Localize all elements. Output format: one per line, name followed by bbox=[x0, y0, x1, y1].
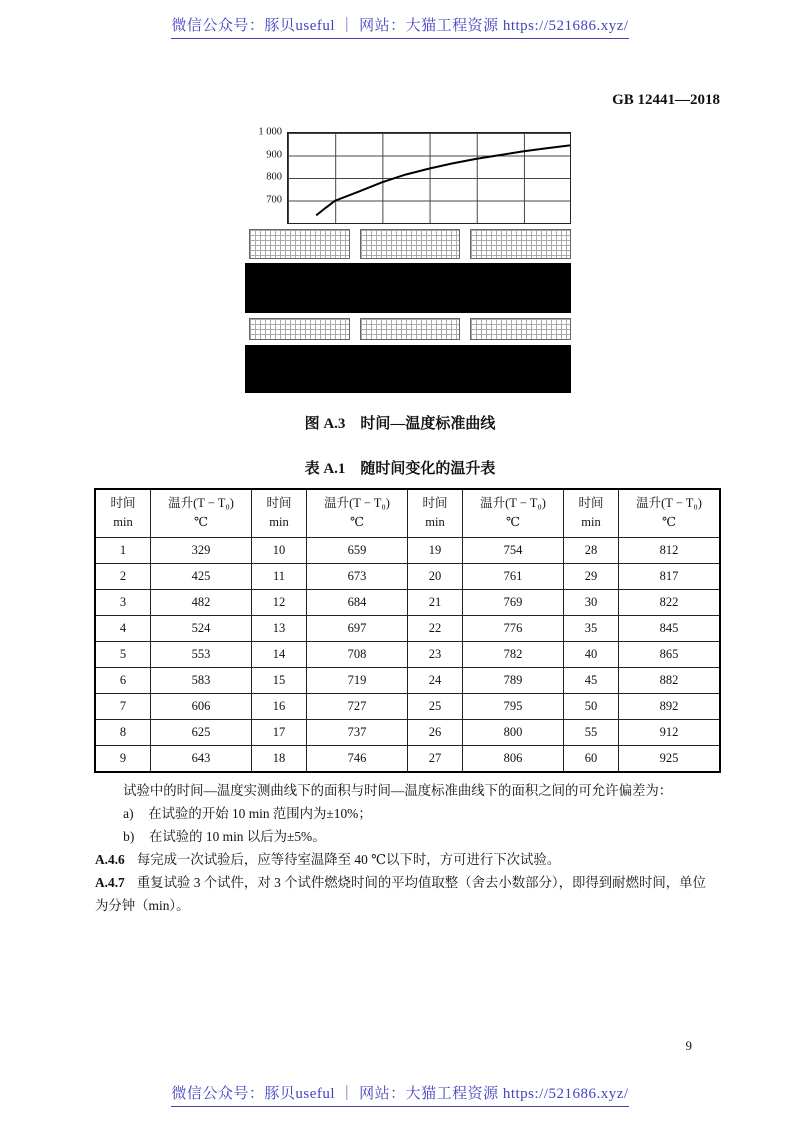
table-row bbox=[95, 615, 720, 641]
cell-temp-rise: 769 bbox=[463, 589, 564, 615]
cell-time: 8 bbox=[95, 719, 151, 745]
cell-time: 13 bbox=[252, 615, 307, 641]
item-a-label: a) bbox=[123, 806, 134, 821]
clause-a47-number: A.4.7 bbox=[95, 875, 125, 890]
cell-temp-rise: 425 bbox=[151, 563, 252, 589]
table-row bbox=[95, 589, 720, 615]
cell-temp-rise: 708 bbox=[307, 641, 408, 667]
cell-time: 60 bbox=[564, 745, 619, 772]
col-header-time: 时间 min bbox=[95, 489, 151, 537]
cell-temp-rise: 817 bbox=[619, 563, 721, 589]
item-b-text: 在试验的 10 min 以后为±5%。 bbox=[149, 829, 326, 844]
cell-temp-rise: 892 bbox=[619, 693, 721, 719]
redacted-block-1 bbox=[245, 263, 571, 313]
cell-time: 12 bbox=[252, 589, 307, 615]
temperature-rise-table bbox=[94, 488, 721, 773]
cell-temp-rise: 865 bbox=[619, 641, 721, 667]
cell-temp-rise: 746 bbox=[307, 745, 408, 772]
cell-temp-rise: 727 bbox=[307, 693, 408, 719]
cell-time: 10 bbox=[252, 537, 307, 563]
cell-temp-rise: 684 bbox=[307, 589, 408, 615]
paragraph-intro: 试验中的时间—温度实测曲线下的面积与时间—温度标准曲线下的面积之间的可允许偏差为： bbox=[123, 783, 673, 798]
mini-chart-3 bbox=[470, 229, 571, 259]
table-header-row bbox=[95, 489, 720, 537]
clause-a46-number: A.4.6 bbox=[95, 852, 125, 867]
y-tick-label: 800 bbox=[266, 171, 282, 183]
cell-time: 40 bbox=[564, 641, 619, 667]
standard-curve-chart bbox=[245, 126, 571, 224]
cell-time: 28 bbox=[564, 537, 619, 563]
col-header-temp-rise: 温升(T − T₀) ℃ bbox=[151, 489, 252, 537]
cell-time: 27 bbox=[408, 745, 463, 772]
cell-temp-rise: 583 bbox=[151, 667, 252, 693]
cell-temp-rise: 524 bbox=[151, 615, 252, 641]
mini-chart-strip-1 bbox=[249, 229, 571, 259]
table-row bbox=[95, 641, 720, 667]
col-header-temp-rise: 温升(T − T₀) ℃ bbox=[619, 489, 721, 537]
cell-time: 15 bbox=[252, 667, 307, 693]
item-a-text: 在试验的开始 10 min 范围内为±10%； bbox=[148, 806, 372, 821]
figure-a3 bbox=[245, 126, 571, 393]
col-header-time: 时间 min bbox=[252, 489, 307, 537]
clause-a47-text: 重复试验 3 个试件，对 3 个试件燃烧时间的平均值取整（舍去小数部分），即得到耐燃时间，单位为分钟（min）。 bbox=[95, 875, 706, 913]
cell-time: 24 bbox=[408, 667, 463, 693]
cell-temp-rise: 625 bbox=[151, 719, 252, 745]
col-header-temp-rise: 温升(T − T₀) ℃ bbox=[463, 489, 564, 537]
cell-temp-rise: 329 bbox=[151, 537, 252, 563]
cell-time: 21 bbox=[408, 589, 463, 615]
y-tick-label: 1 000 bbox=[258, 126, 282, 138]
cell-time: 6 bbox=[95, 667, 151, 693]
cell-temp-rise: 925 bbox=[619, 745, 721, 772]
cell-temp-rise: 761 bbox=[463, 563, 564, 589]
cell-temp-rise: 789 bbox=[463, 667, 564, 693]
cell-time: 45 bbox=[564, 667, 619, 693]
header-banner-text: 微信公众号：豚贝useful ｜ 网站：大猫工程资源 https://521686.xyz/ bbox=[171, 18, 628, 39]
cell-time: 7 bbox=[95, 693, 151, 719]
standard-curve-svg bbox=[288, 133, 570, 223]
cell-temp-rise: 812 bbox=[619, 537, 721, 563]
cell-time: 22 bbox=[408, 615, 463, 641]
cell-temp-rise: 673 bbox=[307, 563, 408, 589]
cell-temp-rise: 737 bbox=[307, 719, 408, 745]
y-tick-label: 700 bbox=[266, 194, 282, 205]
cell-temp-rise: 912 bbox=[619, 719, 721, 745]
cell-temp-rise: 697 bbox=[307, 615, 408, 641]
mini-chart-2 bbox=[360, 229, 461, 259]
mini-axis-3 bbox=[470, 318, 571, 340]
table-row bbox=[95, 745, 720, 772]
cell-time: 23 bbox=[408, 641, 463, 667]
figure-caption: 图 A.3 时间—温度标准曲线 bbox=[304, 416, 496, 432]
cell-temp-rise: 643 bbox=[151, 745, 252, 772]
clause-a47 bbox=[95, 871, 711, 917]
cell-temp-rise: 800 bbox=[463, 719, 564, 745]
cell-time: 20 bbox=[408, 563, 463, 589]
cell-temp-rise: 782 bbox=[463, 641, 564, 667]
clause-a46 bbox=[95, 848, 711, 871]
table-row bbox=[95, 667, 720, 693]
cell-time: 26 bbox=[408, 719, 463, 745]
cell-temp-rise: 845 bbox=[619, 615, 721, 641]
clause-a46-text: 每完成一次试验后，应等待室温降至 40 ℃以下时，方可进行下次试验。 bbox=[136, 852, 561, 867]
cell-time: 17 bbox=[252, 719, 307, 745]
table-caption: 表 A.1 随时间变化的温升表 bbox=[304, 461, 496, 477]
cell-time: 3 bbox=[95, 589, 151, 615]
cell-time: 30 bbox=[564, 589, 619, 615]
cell-time: 50 bbox=[564, 693, 619, 719]
cell-temp-rise: 659 bbox=[307, 537, 408, 563]
col-header-temp-rise: 温升(T − T₀) ℃ bbox=[307, 489, 408, 537]
table-row bbox=[95, 537, 720, 563]
cell-time: 18 bbox=[252, 745, 307, 772]
y-tick-label: 900 bbox=[266, 149, 282, 160]
list-item-a bbox=[95, 802, 711, 825]
body-text bbox=[95, 779, 711, 917]
cell-time: 14 bbox=[252, 641, 307, 667]
cell-time: 29 bbox=[564, 563, 619, 589]
cell-time: 19 bbox=[408, 537, 463, 563]
table-row bbox=[95, 563, 720, 589]
cell-time: 5 bbox=[95, 641, 151, 667]
cell-time: 25 bbox=[408, 693, 463, 719]
cell-temp-rise: 606 bbox=[151, 693, 252, 719]
cell-temp-rise: 719 bbox=[307, 667, 408, 693]
cell-time: 4 bbox=[95, 615, 151, 641]
cell-temp-rise: 822 bbox=[619, 589, 721, 615]
y-axis-labels bbox=[245, 126, 287, 224]
chart-plot-area bbox=[287, 132, 571, 224]
col-header-time: 时间 min bbox=[408, 489, 463, 537]
col-header-time: 时间 min bbox=[564, 489, 619, 537]
cell-temp-rise: 482 bbox=[151, 589, 252, 615]
cell-temp-rise: 776 bbox=[463, 615, 564, 641]
table-row bbox=[95, 719, 720, 745]
table-row bbox=[95, 693, 720, 719]
table-body bbox=[95, 537, 720, 772]
cell-time: 11 bbox=[252, 563, 307, 589]
list-item-b bbox=[95, 825, 711, 848]
cell-temp-rise: 754 bbox=[463, 537, 564, 563]
cell-temp-rise: 882 bbox=[619, 667, 721, 693]
mini-axis-2 bbox=[360, 318, 461, 340]
cell-temp-rise: 795 bbox=[463, 693, 564, 719]
cell-time: 9 bbox=[95, 745, 151, 772]
cell-time: 2 bbox=[95, 563, 151, 589]
cell-temp-rise: 553 bbox=[151, 641, 252, 667]
cell-time: 1 bbox=[95, 537, 151, 563]
cell-time: 35 bbox=[564, 615, 619, 641]
mini-chart-strip-2 bbox=[249, 318, 571, 340]
cell-time: 16 bbox=[252, 693, 307, 719]
cell-time: 55 bbox=[564, 719, 619, 745]
item-b-label: b) bbox=[123, 829, 135, 844]
mini-axis-1 bbox=[249, 318, 350, 340]
header-banner bbox=[0, 14, 800, 35]
redacted-block-2 bbox=[245, 345, 571, 393]
cell-temp-rise: 806 bbox=[463, 745, 564, 772]
page-number: 9 bbox=[685, 1038, 692, 1053]
mini-chart-1 bbox=[249, 229, 350, 259]
footer-banner bbox=[0, 1082, 800, 1103]
footer-banner-text: 微信公众号：豚贝useful ｜ 网站：大猫工程资源 https://521686.xyz/ bbox=[171, 1086, 628, 1107]
standard-number: GB 12441—2018 bbox=[612, 92, 720, 108]
